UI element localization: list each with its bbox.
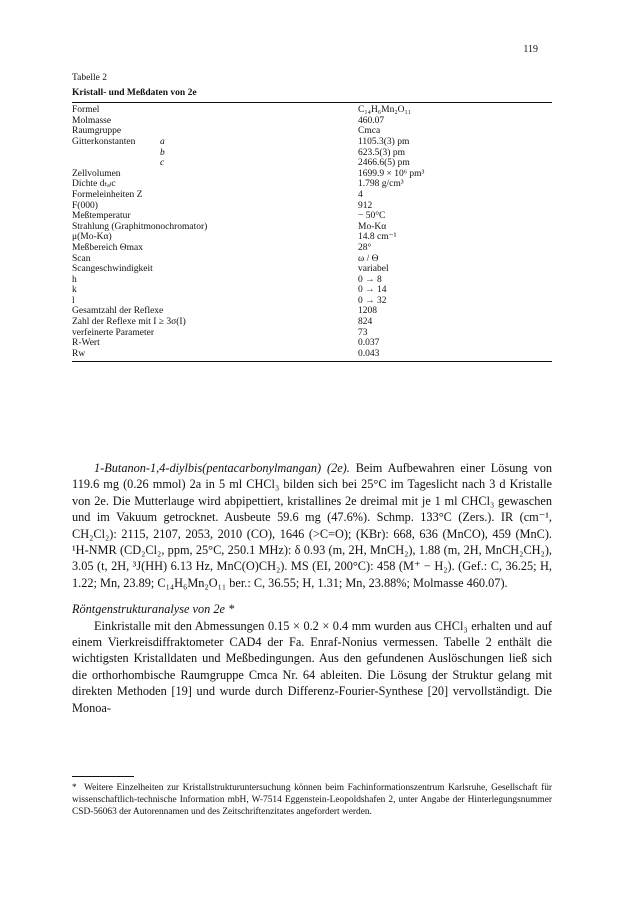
section-heading: Röntgenstrukturanalyse von 2e *	[72, 602, 235, 617]
table-row-label	[72, 243, 358, 254]
table-row	[72, 285, 552, 296]
table-row-value: 28°	[358, 242, 372, 253]
table-row-label	[72, 254, 358, 265]
table-row-label	[72, 338, 358, 349]
table-row	[72, 169, 552, 180]
table-row	[72, 306, 552, 317]
table-row-value: 912	[358, 200, 373, 211]
table-row-label-text: Formel	[72, 105, 100, 116]
table-row-label-text: verfeinerte Parameter	[72, 327, 155, 338]
table-row-label-text: Meßtemperatur	[72, 211, 131, 222]
table-row-label-text: Raumgruppe	[72, 126, 122, 137]
table-row	[72, 126, 552, 137]
body-text	[72, 460, 552, 716]
table-row	[72, 243, 552, 254]
table-row-value: 824	[358, 317, 373, 328]
table-row-axis: a	[160, 136, 165, 147]
table-row-label-text: Rw	[72, 348, 86, 359]
table-row-value: 1208	[358, 306, 377, 317]
table-row-label	[72, 211, 358, 222]
table-row	[72, 264, 552, 275]
table-row	[72, 116, 552, 127]
table-row-label-text: h	[72, 274, 77, 285]
table-row-label-text: Scan	[72, 253, 91, 264]
table-row-label	[72, 158, 358, 169]
table-row-label	[72, 222, 358, 233]
table-row-value: 623.5(3) pm	[358, 147, 405, 158]
table-row-label-text: R-Wert	[72, 338, 100, 349]
table-row	[72, 179, 552, 190]
table-row-label	[72, 264, 358, 275]
table-row-value: 73	[358, 327, 368, 338]
table-row	[72, 190, 552, 201]
table-subcaption: Kristall- und Meßdaten von 2e	[72, 87, 197, 98]
footnote-marker: *	[72, 783, 77, 793]
table-bottom-rule	[72, 361, 552, 362]
table-row	[72, 222, 552, 233]
crystal-data-table	[72, 73, 552, 362]
table-row	[72, 338, 552, 349]
table-row-label-text: Dichte dₜₐₗc	[72, 179, 116, 190]
table-row-label	[72, 169, 358, 180]
table-row-value: 0 → 14	[358, 285, 387, 296]
table-row-label	[72, 349, 358, 360]
table-row-label	[72, 275, 358, 286]
table-row-value: 0.043	[358, 348, 380, 359]
table-row	[72, 275, 552, 286]
table-row-label	[72, 201, 358, 212]
table-row-value: 1.798 g/cm³	[358, 179, 404, 190]
table-row-label	[72, 190, 358, 201]
table-row	[72, 254, 552, 265]
table-row-label-text: Formeleinheiten Z	[72, 189, 143, 200]
table-row	[72, 317, 552, 328]
table-row-label-text: μ(Mo-Kα)	[72, 232, 112, 243]
table-row-value: 14.8 cm⁻¹	[358, 232, 397, 243]
table-row-axis: b	[160, 147, 165, 158]
table-row-label-text: Strahlung (Graphitmonochromator)	[72, 221, 208, 232]
table-row	[72, 349, 552, 360]
table-row-value: 0 → 8	[358, 274, 382, 285]
table-row-value: Mo-Kα	[358, 221, 387, 232]
table-row-label	[72, 126, 358, 137]
table-row-label	[72, 328, 358, 339]
table-row-label-text: Molmasse	[72, 115, 112, 126]
page-number: 119	[523, 44, 538, 55]
table-row-label-text: l	[72, 295, 75, 306]
table-row-label	[72, 116, 358, 127]
table-row	[72, 232, 552, 243]
table-row-label	[72, 137, 358, 148]
table-row	[72, 296, 552, 307]
table-caption: Tabelle 2	[72, 73, 107, 83]
table-row-value: − 50°C	[358, 211, 386, 222]
table-row	[72, 201, 552, 212]
compound-title: 1-Butanon-1,4-diylbis(pentacarbonylmangan) (2e).	[94, 461, 350, 475]
synthesis-paragraph	[72, 460, 552, 591]
table-row-value: variabel	[358, 264, 389, 275]
table-row-value: 4	[358, 189, 363, 200]
table-row-label-text: Gesamtzahl der Reflexe	[72, 306, 164, 317]
table-row-label-text: F(000)	[72, 200, 98, 211]
table-row-value: Cmca	[358, 126, 381, 137]
synthesis-text: Beim Aufbewahren einer Lösung von 119.6 mg (0.26 mmol) 2a in 5 ml CHCl₃ bilden sich bei 25°C im Tageslicht nach 3 d Kristalle von 2e. Die Mutterlauge wird abpipettiert, kristallines 2e dreimal mit je 1 ml CHCl₃ gewaschen und im Vakuum getrocknet. Ausbeute 59.6 mg (47.6%). Schmp. 133°C (Zers.). IR (cm⁻¹, CH₂Cl₂): 2115, 2107, 2053, 2010 (CO), 1646 (>C=O); (KBr): 668, 636 (MnCO), 459 (MnC). ¹H-NMR (CD₂Cl₂, ppm, 25°C, 250.1 MHz): δ 0.93 (m, 2H, MnCH₂), 1.88 (m, 2H, MnCH₂CH₂), 3.05 (t, 2H, ³J(HH) 6.13 Hz, MnC(O)CH₂). MS (EI, 200°C): 458 (M⁺ − H₂). (Gef.: C, 36.25; H, 1.22; Mn, 23.89; C₁₄H₆Mn₂O₁₁ ber.: C, 36.55; H, 1.31; Mn, 23.88%; Molmasse 460.07).	[72, 461, 553, 590]
table-row-label-text: Zellvolumen	[72, 168, 121, 179]
table-top-rule	[72, 102, 552, 103]
footnote-text: Weitere Einzelheiten zur Kristallstrukturuntersuchung können beim Fachinformationszentrum Karlsruhe, Gesellschaft für wissenschaftlich-technische Information mbH, W-7514 Eggenstein-Leopoldshafen 2, unter Angabe der Hinterlegungsnummer CSD-56063 der Autorennamen und des Zeitschriftenzitates angefordert werden.	[72, 783, 552, 818]
table-row-label	[72, 296, 358, 307]
table-row-label	[72, 179, 358, 190]
table-row-label	[72, 232, 358, 243]
table-row-axis: c	[160, 158, 165, 169]
table-row-value: C₁₄H₆Mn₂O₁₁	[358, 105, 412, 116]
table-row	[72, 148, 552, 159]
table-row-label	[72, 105, 358, 116]
table-row-label	[72, 306, 358, 317]
footnote	[72, 782, 552, 818]
table-row	[72, 105, 552, 116]
table-row-label-text: Scangeschwindigkeit	[72, 264, 153, 275]
table-body	[72, 105, 552, 359]
table-row-value: 0 → 32	[358, 295, 387, 306]
table-row-value: ω / Θ	[358, 253, 379, 264]
table-row-label-text: Zahl der Reflexe mit I ≥ 3σ(I)	[72, 317, 186, 328]
table-row-label-text: Gitterkonstanten	[72, 136, 136, 147]
table-row-value: 1105.3(3) pm	[358, 136, 410, 147]
table-row-label	[72, 285, 358, 296]
table-row-value: 1699.9 × 10⁶ pm³	[358, 168, 425, 179]
table-row-label	[72, 148, 358, 159]
table-row-value: 0.037	[358, 338, 380, 349]
xray-paragraph: Einkristalle mit den Abmessungen 0.15 × 0.2 × 0.4 mm wurden aus CHCl₃ erhalten und auf einem Vierkreisdiffraktometer CAD4 der Fa. Enraf-Nonius vermessen. Tabelle 2 enthält die wichtigsten Kristalldaten und Meßbedingungen. Aus den gefundenen Auslöschungen ließ sich die orthorhombische Raumgruppe Cmca Nr. 64 ableiten. Die Lösung der Struktur gelang mit direkten Methoden [19] und wurde durch Differenz-Fourier-Synthese [20] vervollständigt. Die Monoa-	[72, 618, 552, 715]
table-row-value: 2466.6(5) pm	[358, 158, 410, 169]
table-row	[72, 211, 552, 222]
table-row-value: 460.07	[358, 115, 385, 126]
footnote-rule	[72, 776, 134, 777]
table-row	[72, 137, 552, 148]
table-row	[72, 328, 552, 339]
table-row-label-text: k	[72, 285, 77, 296]
table-row-label-text: Meßbereich Θmax	[72, 242, 143, 253]
table-row-label	[72, 317, 358, 328]
table-row	[72, 158, 552, 169]
